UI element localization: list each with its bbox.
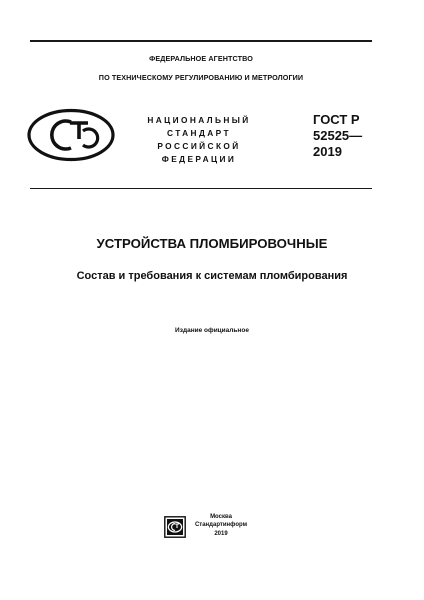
designation-line-3: 2019 (313, 144, 342, 159)
edition-note: Издание официальное (175, 327, 249, 334)
publisher-year: 2019 (214, 530, 228, 537)
standard-line-2: СТАНДАРТ (167, 128, 231, 138)
standard-designation (313, 112, 362, 160)
standard-line-3: РОССИЙСКОЙ (157, 141, 241, 151)
agency-line-2: ПО ТЕХНИЧЕСКОМУ РЕГУЛИРОВАНИЮ И МЕТРОЛОГИИ (98, 73, 304, 82)
standartinform-logo-icon (164, 516, 186, 538)
publisher-block (192, 513, 250, 538)
document-subtitle: Состав и требования к системам пломбирования (76, 270, 348, 282)
standard-line-1: НАЦИОНАЛЬНЫЙ (147, 115, 251, 125)
publisher-city: Москва (210, 514, 232, 520)
document-title: УСТРОЙСТВА ПЛОМБИРОВОЧНЫЕ (96, 236, 328, 251)
designation-line-1: ГОСТ Р (313, 112, 360, 127)
top-rule (30, 40, 372, 42)
national-standard-block (140, 114, 258, 166)
publisher-name: Стандартинформ (194, 522, 248, 529)
middle-rule (30, 188, 372, 189)
standard-line-4: ФЕДЕРАЦИИ (161, 154, 237, 164)
gost-r-certification-mark-icon (26, 108, 116, 162)
designation-line-2: 52525— (313, 128, 363, 143)
agency-line-1: ФЕДЕРАЛЬНОЕ АГЕНТСТВО (149, 54, 253, 63)
